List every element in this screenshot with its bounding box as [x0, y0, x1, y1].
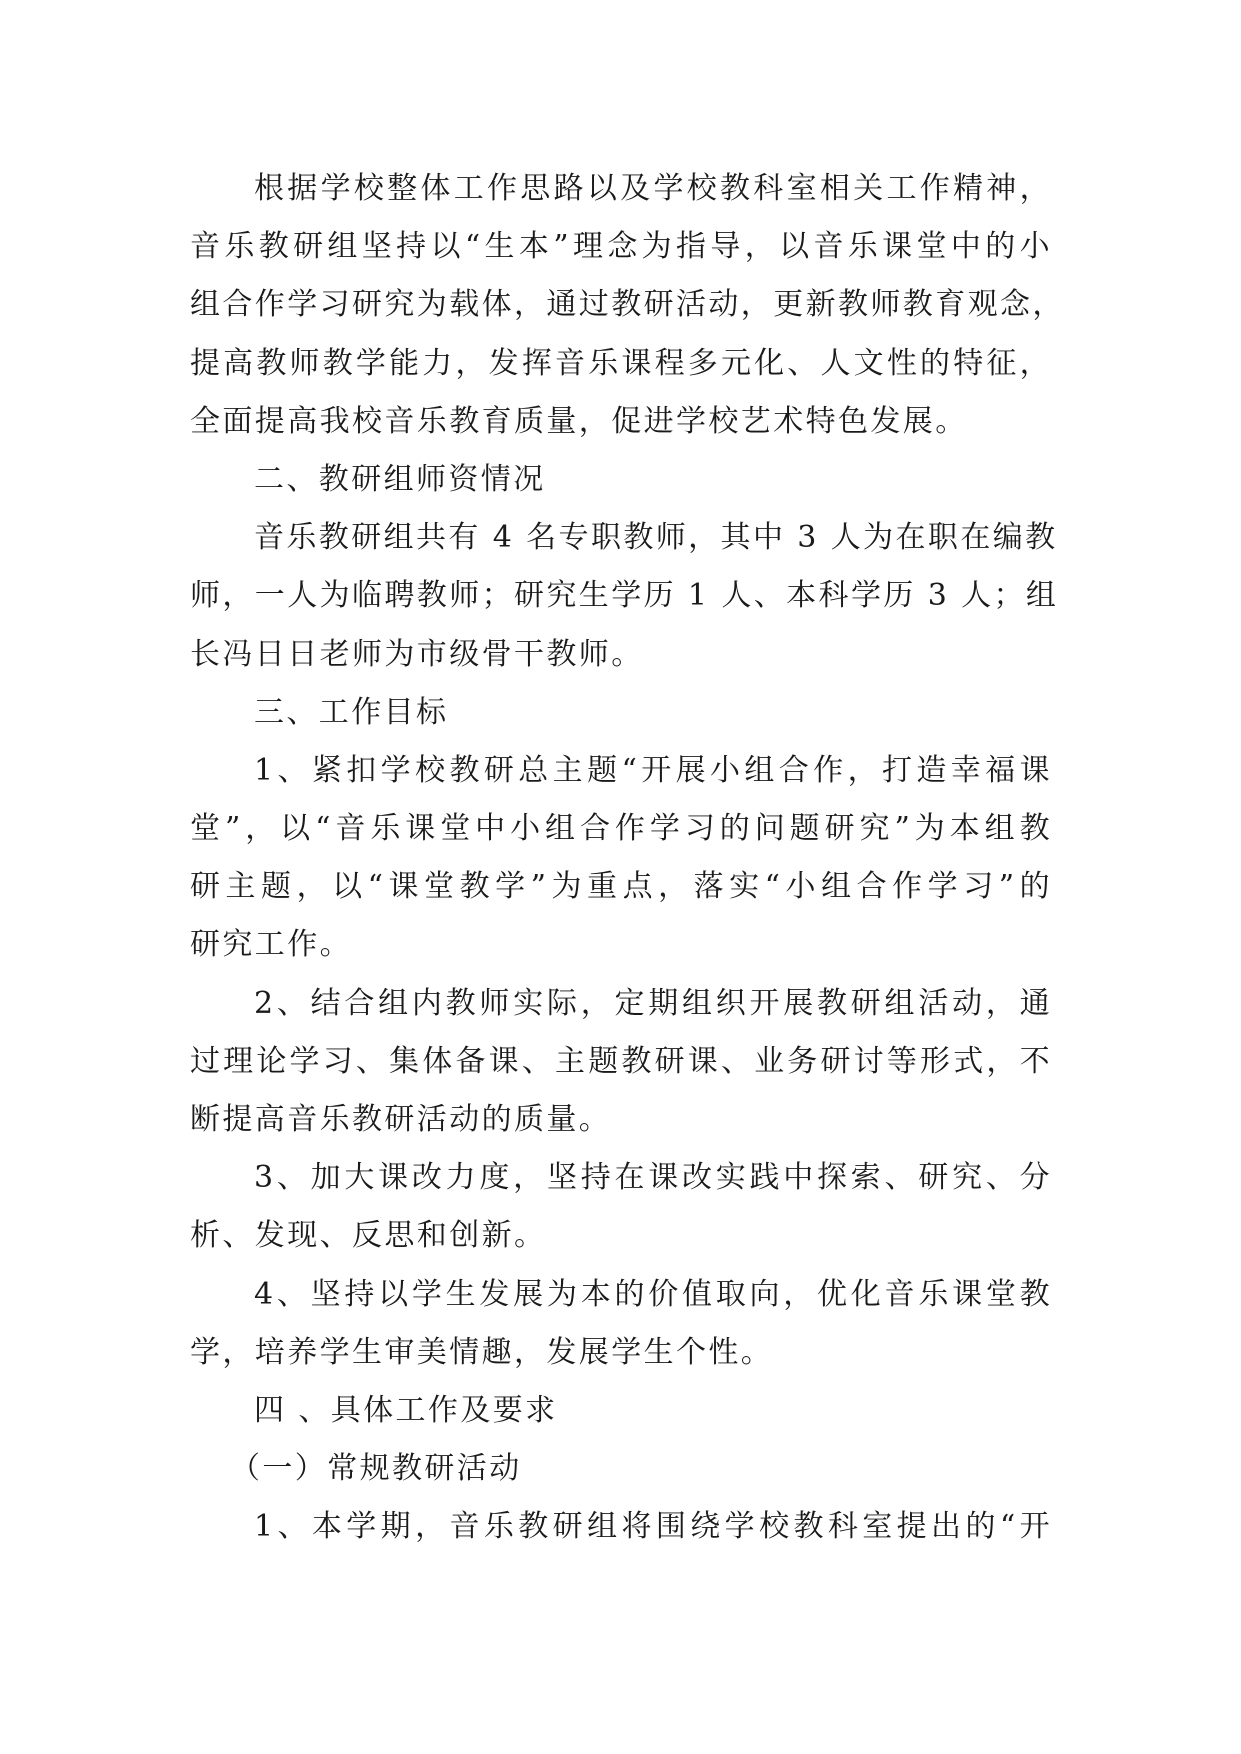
goal-4-line-2: 学，培养学生审美情趣，发展学生个性。	[190, 1334, 774, 1370]
goal-1-line-3: 研主题，以“课堂教学”为重点，落实“小组合作学习”的	[190, 869, 1052, 905]
section-heading-staff: 二、教研组师资情况	[254, 461, 546, 497]
goal-1-line-2: 堂”，以“音乐课堂中小组合作学习的问题研究”为本组教	[190, 811, 1052, 847]
paragraph-intro-line-2: 音乐教研组坚持以“生本”理念为指导，以音乐课堂中的小	[190, 229, 1052, 265]
section-heading-tasks: 四 、具体工作及要求	[254, 1392, 558, 1428]
task-1-line-1: 1、本学期，音乐教研组将围绕学校教科室提出的“开	[254, 1509, 1052, 1545]
goal-3-line-2: 析、发现、反思和创新。	[190, 1218, 547, 1254]
paragraph-staff-line-2: 师，一人为临聘教师；研究生学历 1 人、本科学历 3 人；组	[190, 578, 1059, 614]
paragraph-intro-line-5: 全面提高我校音乐教育质量，促进学校艺术特色发展。	[190, 403, 968, 439]
paragraph-intro-line-4: 提高教师教学能力，发挥音乐课程多元化、人文性的特征，	[190, 345, 1052, 381]
paragraph-intro-line-1: 根据学校整体工作思路以及学校教科室相关工作精神，	[254, 171, 1052, 206]
goal-4-line-1: 4、坚持以学生发展为本的价值取向，优化音乐课堂教	[254, 1276, 1052, 1312]
subsection-heading-routine: （一）常规教研活动	[230, 1451, 522, 1487]
document-body	[190, 160, 1065, 1557]
paragraph-staff-line-1: 音乐教研组共有 4 名专职教师，其中 3 人为在职在编教	[254, 520, 1058, 556]
goal-2-line-2: 过理论学习、集体备课、主题教研课、业务研讨等形式，不	[190, 1043, 1052, 1079]
goal-3-line-1: 3、加大课改力度，坚持在课改实践中探索、研究、分	[254, 1160, 1052, 1196]
goal-2-line-1: 2、结合组内教师实际，定期组织开展教研组活动，通	[254, 985, 1052, 1021]
section-heading-goals: 三、工作目标	[254, 694, 449, 730]
goal-1-line-1: 1、紧扣学校教研总主题“开展小组合作，打造幸福课	[254, 752, 1052, 788]
paragraph-staff-line-3: 长冯日日老师为市级骨干教师。	[190, 636, 644, 672]
paragraph-intro-line-3: 组合作学习研究为载体，通过教研活动，更新教师教育观念，	[190, 287, 1065, 323]
goal-2-line-3: 断提高音乐教研活动的质量。	[190, 1102, 612, 1137]
goal-1-line-4: 研究工作。	[190, 927, 352, 963]
